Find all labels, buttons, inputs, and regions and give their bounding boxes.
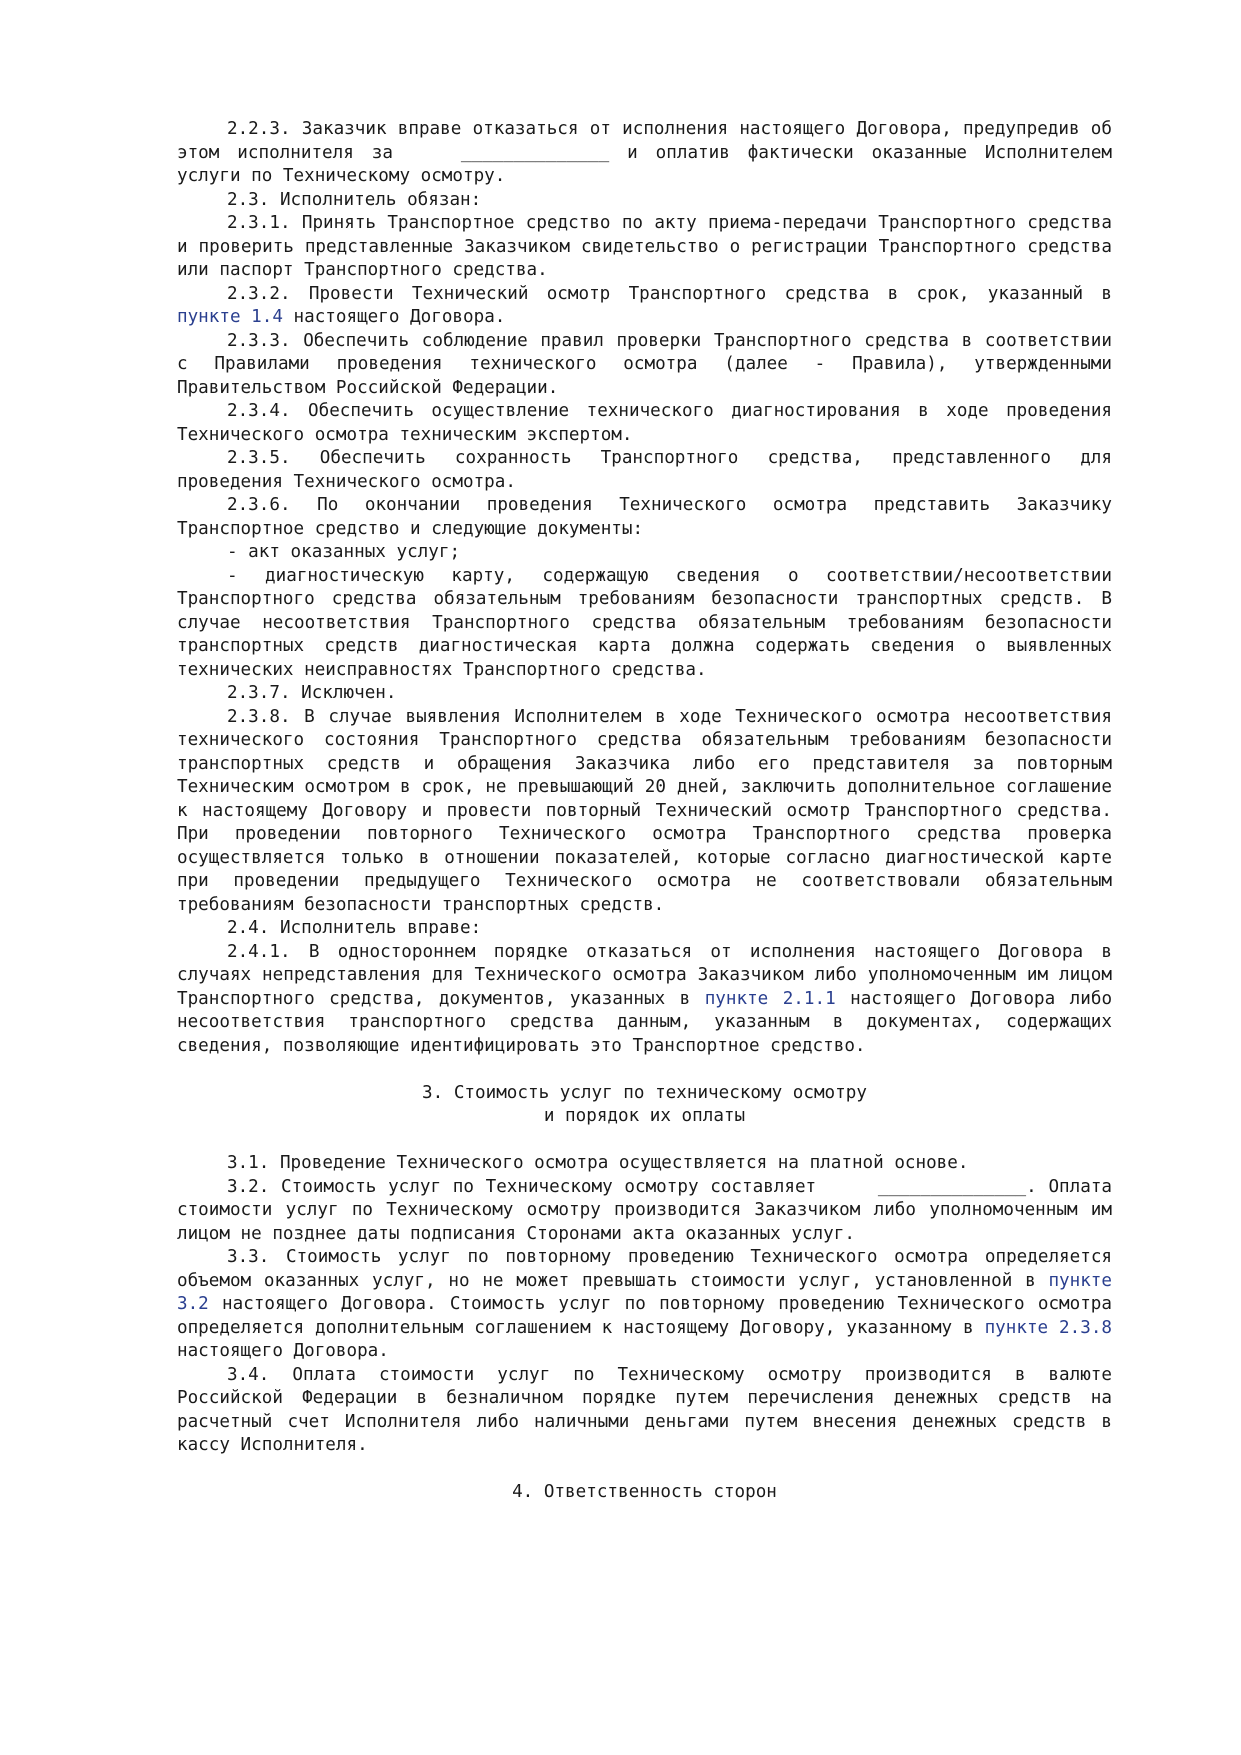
clause-3-2: [177, 1176, 1112, 1247]
clause-text: и оплатив фактически оказанные Исполнителем услуги по Техническому осмотру.: [177, 142, 1113, 186]
section-3-heading-line1: 3. Стоимость услуг по техническому осмотру: [422, 1082, 867, 1103]
clause-2-3-8: 2.3.8. В случае выявления Исполнителем в ходе Технического осмотра несоответствия технического состояния Транспортного средства обязательным требованиям безопасности транспортных средств и обращения Заказчика либо его представителя за повторным Техническим осмотром в срок, не превышающий 20 дней, заключить дополнительное соглашение к настоящему Договору и провести повторный Технический осмотр Транспортного средства. При проведении повторного Технического осмотра Транспортного средства проверка осуществляется только в отношении показателей, которые согласно диагностической карте при проведении предыдущего Технического осмотра не соответствовали обязательным требованиям безопасности транспортных средств.: [177, 706, 1112, 915]
clause-2-3-2: [177, 283, 1112, 330]
link-clause-1-4[interactable]: пункте 1.4: [177, 307, 283, 327]
link-clause-2-3-8[interactable]: пункте 2.3.8: [984, 1317, 1113, 1338]
link-clause-2-1-1[interactable]: пункте 2.1.1: [704, 988, 836, 1009]
clause-2-2-3: [177, 118, 1112, 189]
clause-2-3-6: 2.3.6. По окончании проведения Технического осмотра представить Заказчику Транспортное средство и следующие документы:: [177, 495, 1112, 539]
clause-2-4-1: [177, 941, 1112, 1059]
blank-field: ______________: [460, 142, 610, 163]
clause-3-4: 3.4. Оплата стоимости услуг по Техническому осмотру производится в валюте Российской Федерации в безналичном порядке путем перечисления денежных средств на расчетный счет Исполнителя либо наличными деньгами путем внесения денежных средств в кассу Исполнителя.: [177, 1364, 1112, 1455]
link-clause-3-2[interactable]: пункте 3.2: [177, 1270, 1112, 1314]
clause-2-3-5: 2.3.5. Обеспечить сохранность Транспортного средства, представленного для проведения Технического осмотра.: [177, 448, 1112, 492]
clause-2-3: 2.3. Исполнитель обязан:: [227, 189, 482, 210]
clause-text: 2.4.1. В одностороннем порядке отказаться от исполнения настоящего Договора в случаях непредставления для Технического осмотра Заказчиком либо уполномоченным им лицом Транспортного средства, документов, указанных в: [177, 941, 1112, 1009]
clause-2-3-1: 2.3.1. Принять Транспортное средство по акту приема-передачи Транспортного средства и проверить представленные Заказчиком свидетельство о регистрации Транспортного средства или паспорт Транспортного средства.: [177, 213, 1112, 280]
clause-text: Оплата стоимости услуг по Техническому осмотру производится Заказчиком либо уполномоченным им лицом не позднее даты подписания Сторонами акта оказанных услуг.: [177, 1176, 1113, 1244]
list-item-diagnostic-card: - диагностическую карту, содержащую сведения о соответствии/несоответствии Транспортного средства обязательным требованиям безопасности транспортных средств. В случае несоответствия Транспортного средства обязательным требованиям безопасности транспортных средств диагностическая карта должна содержать сведения о выявленных технических неисправностях Транспортного средства.: [177, 565, 1112, 680]
clause-text: настоящего Договора.: [177, 1341, 389, 1361]
clause-2-3-3: 2.3.3. Обеспечить соблюдение правил проверки Транспортного средства в соответствии с Правилами проведения технического осмотра (далее - Правила), утвержденными Правительством Российской Федерации.: [177, 330, 1112, 398]
blank-field: ______________: [877, 1176, 1027, 1197]
document-body: [177, 118, 1112, 1505]
clause-text: настоящего Договора.: [293, 307, 506, 327]
section-3-heading-line2: и порядок их оплаты: [543, 1106, 746, 1126]
clause-text: настоящего Договора. Стоимость услуг по повторному проведению Технического осмотра определяется дополнительным соглашением к настоящему Договору, указанному в: [177, 1294, 1112, 1338]
clause-text: настоящего Договора либо несоответствия транспортного средства данным, указанным в документах, содержащих сведения, позволяющие идентифицировать это Транспортное средство.: [177, 988, 1113, 1056]
clause-text: 3.3. Стоимость услуг по повторному проведению Технического осмотра определяется объемом оказанных услуг, но не может превышать стоимости услуг, установленной в: [177, 1247, 1112, 1291]
clause-text: .: [1026, 1176, 1037, 1197]
list-item-act: - акт оказанных услуг;: [227, 542, 461, 562]
clause-text: 2.2.3. Заказчик вправе отказаться от исполнения настоящего Договора, предупредив об этом исполнителя за: [177, 119, 1112, 163]
clause-text: 3.2. Стоимость услуг по Техническому осмотру составляет: [227, 1176, 817, 1197]
section-4-heading: 4. Ответственность сторон: [512, 1482, 777, 1502]
clause-3-1: 3.1. Проведение Технического осмотра осуществляется на платной основе.: [227, 1153, 969, 1173]
clause-2-3-4: 2.3.4. Обеспечить осуществление технического диагностирования в ходе проведения Технического осмотра техническим экспертом.: [177, 401, 1112, 445]
clause-2-3-7: 2.3.7. Исключен.: [227, 683, 397, 703]
clause-text: 2.3.2. Провести Технический осмотр Транспортного средства в срок, указанный в: [227, 283, 1112, 304]
clause-2-4: 2.4. Исполнитель вправе:: [227, 918, 482, 938]
clause-3-3: [177, 1246, 1112, 1364]
